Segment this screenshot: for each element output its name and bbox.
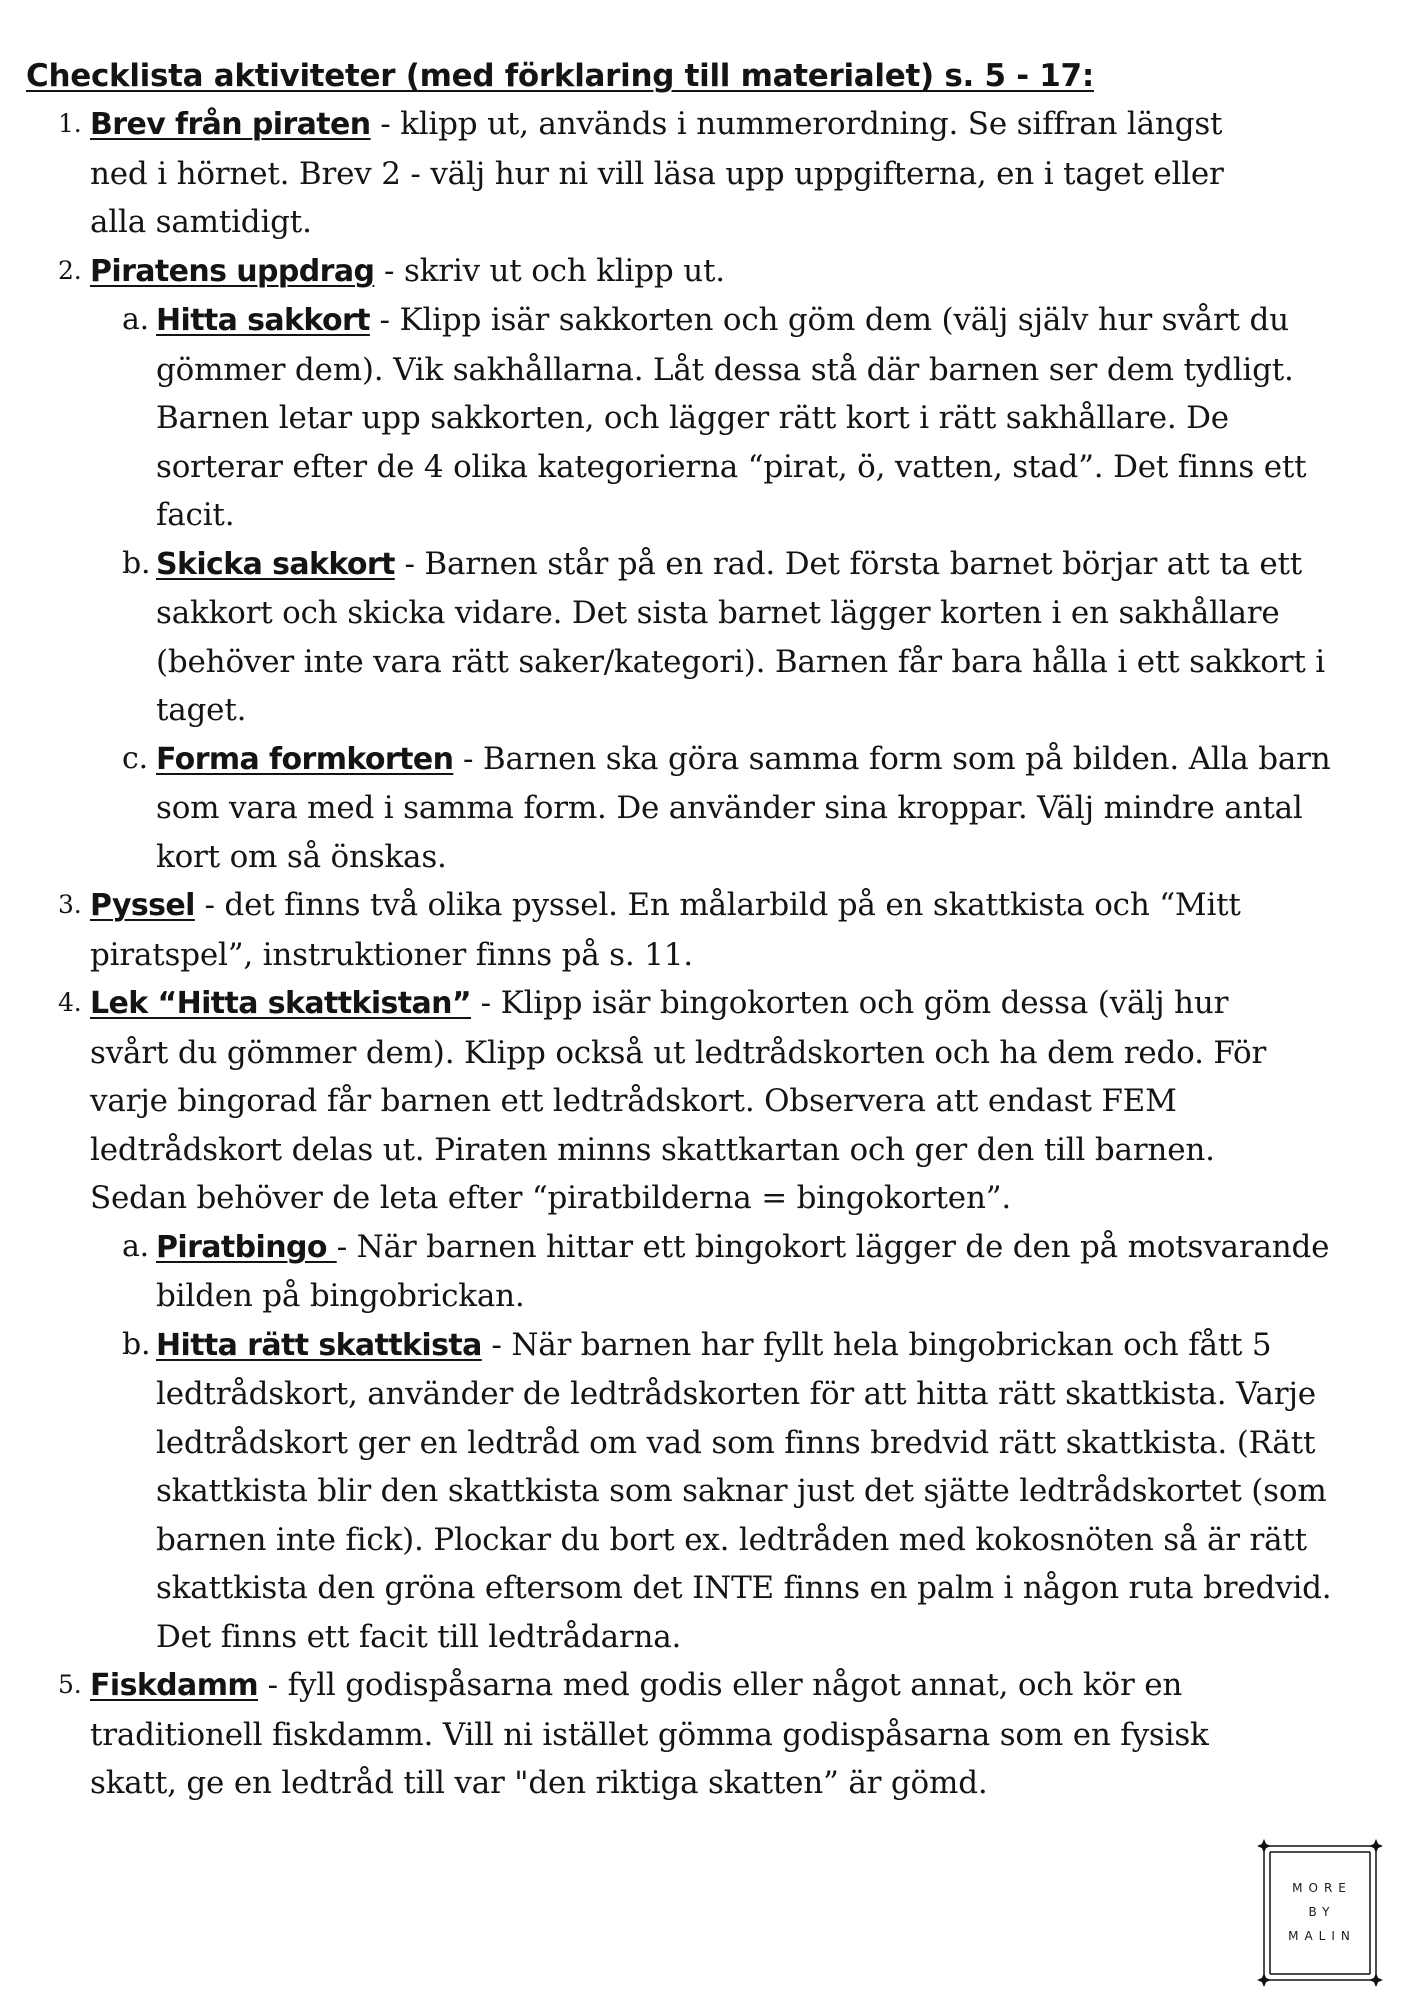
sub-letter: b. [122, 545, 151, 581]
sub-letter: a. [122, 1228, 150, 1264]
checklist-page [26, 58, 1386, 1808]
item-keyword: Fiskdamm [90, 1668, 259, 1703]
item-text: - Klipp isär bingokorten och göm dessa (välj hur svårt du gömmer dem). Klipp också ut ledtrådskorten och ha dem redo. För varje bingorad får barnen ett ledtrådskort. Observera att endast FEM ledtrådskort delas ut. Piraten minns skattkartan och ger den till barnen. Sedan behöver de leta efter “piratbilderna = bingokorten”. [90, 985, 1267, 1216]
item-text: - skriv ut och klipp ut. [374, 252, 725, 289]
sub-keyword: Forma formkorten [156, 741, 454, 777]
item-text: - klipp ut, används i nummerordning. Se siffran längst ned i hörnet. Brev 2 - välj hur ni vill läsa upp uppgifterna, en i taget eller alla samtidigt. [90, 106, 1224, 240]
sub-item-4a [26, 1223, 1346, 1321]
list-number: 2. [58, 255, 82, 285]
sub-text: - När barnen har fyllt hela bingobrickan och fått 5 ledtrådskort, använder de ledtrådskorten för att hitta rätt skattkista. Varje ledtrådskort ger en ledtråd om vad som finns bredvid rätt skattkista. (Rätt skattkista blir den skattkista som saknar just det sjätte ledtrådskortet (som barnen inte fick). Plockar du bort ex. ledtråden med kokosnöten så är rätt skattkista den gröna eftersom det INTE finns en palm i någon ruta bredvid. Det finns ett facit till ledtrådarna. [156, 1326, 1332, 1655]
list-item-4 [26, 979, 1300, 1223]
more-by-malin-logo [1256, 1838, 1384, 1988]
sub-letter: c. [122, 740, 148, 776]
sub-text: - Barnen ska göra samma form som på bilden. Alla barn som vara med i samma form. De använder sina kroppar. Välj mindre antal kort om så önskas. [156, 740, 1331, 875]
sub-keyword: Piratbingo [156, 1229, 337, 1265]
item-keyword: Lek “Hitta skattkistan” [90, 986, 472, 1021]
list-item-5 [26, 1661, 1240, 1808]
item-text: - det finns två olika pyssel. En målarbild på en skattkista och “Mitt piratspel”, instruktioner finns på s. 11. [90, 887, 1241, 973]
list-number: 3. [58, 890, 82, 919]
page-title: Checklista aktiviteter (med förklaring till materialet) s. 5 - 17: [26, 58, 1094, 94]
sub-item-2a [26, 296, 1356, 540]
sub-item-2c [26, 735, 1356, 882]
sub-letter: a. [122, 302, 150, 337]
sub-keyword: Skicka sakkort [156, 546, 395, 582]
item-keyword: Pyssel [90, 888, 195, 923]
item-text: - fyll godispåsarna med godis eller något annat, och kör en traditionell fiskdamm. Vill ni istället gömma godispåsarna som en fysisk skatt, ge en ledtråd till var "den riktiga skatten” är gömd. [90, 1667, 1209, 1801]
logo-line-by: BY [1308, 1905, 1336, 1919]
sub-item-2b [26, 540, 1368, 735]
list-number: 1. [58, 109, 82, 138]
sub-letter: b. [122, 1326, 151, 1362]
sub-text: - Barnen står på en rad. Det första barnet börjar att ta ett sakkort och skicka vidare. Det sista barnet lägger korten i en sakhållare (behöver inte vara rätt saker/kategori). Barnen får bara hålla i ett sakkort i taget. [156, 545, 1325, 728]
list-number: 4. [58, 988, 82, 1017]
logo-text [1256, 1876, 1384, 1948]
list-item-1 [26, 100, 1280, 247]
logo-line-more: MORE [1292, 1881, 1352, 1895]
list-item-3 [26, 881, 1300, 979]
item-keyword: Brev från piraten [90, 107, 371, 142]
sub-text: - När barnen hittar ett bingokort lägger de den på motsvarande bilden på bingobrickan. [156, 1228, 1330, 1314]
list-number: 5. [58, 1670, 82, 1699]
sub-item-4b [26, 1321, 1378, 1662]
sub-keyword: Hitta sakkort [156, 303, 370, 338]
logo-line-malin: MALIN [1288, 1929, 1356, 1943]
sub-keyword: Hitta rätt skattkista [156, 1327, 482, 1363]
list-item-2 [26, 247, 1280, 297]
item-keyword: Piratens uppdrag [90, 253, 375, 289]
sub-text: - Klipp isär sakkorten och göm dem (välj själv hur svårt du gömmer dem). Vik sakhållarna. Låt dessa stå där barnen ser dem tydligt. Barnen letar upp sakkorten, och lägger rätt kort i rätt sakhållare. De sorterar efter de 4 olika kategorierna “pirat, ö, vatten, stad”. Det finns ett facit. [156, 302, 1307, 533]
